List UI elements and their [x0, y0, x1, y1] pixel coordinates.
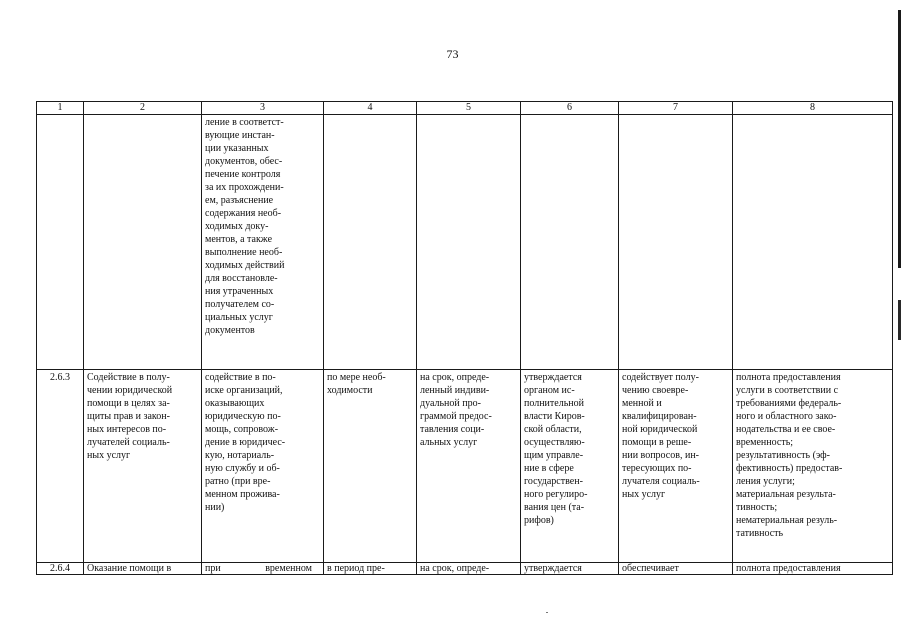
cell-periodicity: в период пре-: [324, 563, 417, 575]
header-col-1: 1: [37, 102, 84, 115]
cell-number: [37, 115, 84, 370]
header-col-8: 8: [733, 102, 893, 115]
scan-speck: [546, 612, 548, 613]
cell-number: 2.6.4: [37, 563, 84, 575]
cell-periodicity: по мере необ- ходимости: [324, 370, 417, 563]
header-col-2: 2: [84, 102, 202, 115]
cell-service-description: при временном: [202, 563, 324, 575]
cell-term: на срок, опреде-: [417, 563, 521, 575]
cell-term: на срок, опреде- ленный индиви- дуальной про- граммой предос- тавления соци- альных услуг: [417, 370, 521, 563]
cell-service-name: [84, 115, 202, 370]
cell-service-name: Оказание помощи в: [84, 563, 202, 575]
cell-quality: содействует полу- чению своевре- менной и квалифицирован- ной юридической помощи в реше- нии вопросов, ин- тересующих по- лучателя социаль- ных услуг: [619, 370, 733, 563]
header-row: [37, 102, 893, 115]
cell-service-description: ление в соответст- вующие инстан- ции указанных документов, обес- печение контроля за их прохождени- ем, разъяснение содержания необ- ходимых доку- ментов, а также выполнение необ- ходимых действий для восстановле- ния утраченных получателем со- циальных услуг документов: [202, 115, 324, 370]
cell-evaluation: полнота предоставления: [733, 563, 893, 575]
cell-number: 2.6.3: [37, 370, 84, 563]
cell-service-description: содействие в по- иске организаций, оказывающих юридическую по- мощь, сопровож- дение в юридичес- кую, нотариаль- ную службу и об- ратно (при вре- менном прожива- нии): [202, 370, 324, 563]
cell-tariff: утверждается органом ис- полнительной власти Киров- ской области, осуществляю- щим управле- ние в сфере государствен- ного регулиро- вания цен (та- рифов): [521, 370, 619, 563]
header-col-6: 6: [521, 102, 619, 115]
table-row-2-6-4: [37, 563, 893, 575]
cell-term: [417, 115, 521, 370]
header-col-5: 5: [417, 102, 521, 115]
cell-tariff: [521, 115, 619, 370]
header-col-7: 7: [619, 102, 733, 115]
table-row-continuation: [37, 115, 893, 370]
services-table: [36, 101, 893, 575]
cell-service-name: Содействие в полу- чении юридической помощи в целях за- щиты прав и закон- ных интересов по- лучателей социаль- ных услуг: [84, 370, 202, 563]
cell-evaluation: [733, 115, 893, 370]
scan-edge-mark-lower: [898, 300, 901, 340]
page-number: 73: [446, 47, 459, 61]
cell-quality: [619, 115, 733, 370]
cell-quality: обеспечивает: [619, 563, 733, 575]
cell-evaluation: полнота предоставления услуги в соответствии с требованиями федераль- ного и областного зако- нодательства и ее свое- временность; результативность (эф- фективность) предостав- ления услуги; материальная результа- тивность; нематериальная резуль- тативность: [733, 370, 893, 563]
header-col-3: 3: [202, 102, 324, 115]
header-col-4: 4: [324, 102, 417, 115]
table-row-2-6-3: [37, 370, 893, 563]
scan-edge-mark: [898, 10, 901, 268]
cell-tariff: утверждается: [521, 563, 619, 575]
cell-periodicity: [324, 115, 417, 370]
